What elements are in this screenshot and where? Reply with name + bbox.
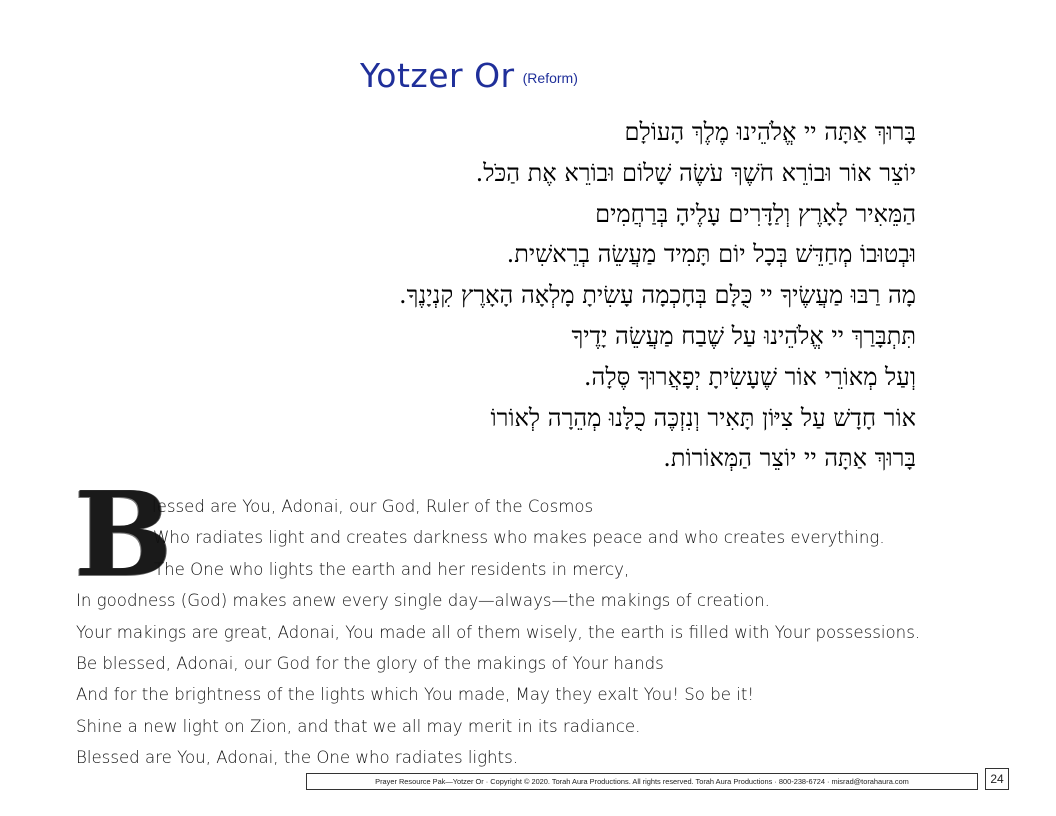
english-line: Shine a new light on Zion, and that we all may merit in its radiance.	[76, 716, 641, 736]
english-line: The One who lights the earth and her residents in mercy,	[154, 559, 630, 579]
hebrew-line: בָּרוּךְ אַתָּה יי יוֹצֵר הַמְּאוֹרוֹת.	[663, 444, 916, 473]
drop-cap: B	[74, 467, 173, 603]
hebrew-line: וְעַל מְאוֹרֵי אוֹר שֶׁעָשִׂיתָ יְפָאֲרוּךָ סֶּלָה.	[583, 362, 916, 391]
english-line: lessed are You, Adonai, our God, Ruler of the Cosmos	[152, 497, 594, 516]
page-subtitle: (Reform)	[522, 70, 578, 86]
footer-copyright: Prayer Resource Pak—Yotzer Or · Copyright © 2020. Torah Aura Productions. All rights reserved. Torah Aura Productions · 800-238-6724 · misrad@torahaura.com	[306, 773, 978, 790]
english-translation	[76, 491, 1016, 774]
hebrew-line: תִּתְבָּרַךְ יי אֱלֹהֵינוּ עַל שֶׁבַח מַעֲשֵׂה יָדֶיךָ	[571, 321, 916, 350]
english-line: In goodness (God) makes anew every single day—always—the makings of creation.	[76, 591, 770, 611]
page-number: 24	[985, 768, 1009, 790]
english-line: And for the brightness of the lights which You made, May they exalt You! So be it!	[76, 685, 755, 705]
english-line: Be blessed, Adonai, our God for the glory of the makings of Your hands	[76, 653, 664, 673]
english-line: Your makings are great, Adonai, You made all of them wisely, the earth is filled with Your possessions.	[76, 622, 921, 642]
hebrew-line: בָּרוּךְ אַתָּה יי אֱלֹהֵינוּ מֶלֶךְ הָעוֹלָם	[624, 118, 916, 146]
hebrew-line: הַמֵּאִיר לָאָרֶץ וְלַדָּרִים עָלֶיהָ בְּרַחֲמִים	[595, 199, 916, 228]
hebrew-line: מָה רַבּוּ מַעֲשֶׂיךָ יי כֻּלָּם בְּחָכְמָה עָשִׂיתָ מָלְאָה הָאָרֶץ קִנְיָנֶךָ.	[399, 281, 916, 310]
hebrew-line: וּבְטוּבוֹ מְחַדֵּשׁ בְּכָל יוֹם תָּמִיד מַעֲשֵׂה בְרֵאשִׁית.	[506, 240, 916, 269]
page-title: Yotzer Or	[360, 56, 515, 95]
english-line: Blessed are You, Adonai, the One who radiates lights.	[76, 748, 518, 768]
header	[360, 56, 578, 95]
hebrew-text	[96, 112, 916, 479]
hebrew-line: יוֹצֵר אוֹר וּבוֹרֵא חֹשֶׁךְ עֹשֶׂה שָׁלוֹם וּבוֹרֵא אֶת הַכֹּל.	[475, 158, 916, 187]
english-line: Who radiates light and creates darkness who makes peace and who creates everything.	[153, 528, 885, 548]
hebrew-line: אוֹר חָדָשׁ עַל צִיּוֹן תָּאִיר וְנִזְכֶּה כֻלָּנוּ מְהֵרָה לְאוֹרוֹ	[490, 403, 916, 432]
